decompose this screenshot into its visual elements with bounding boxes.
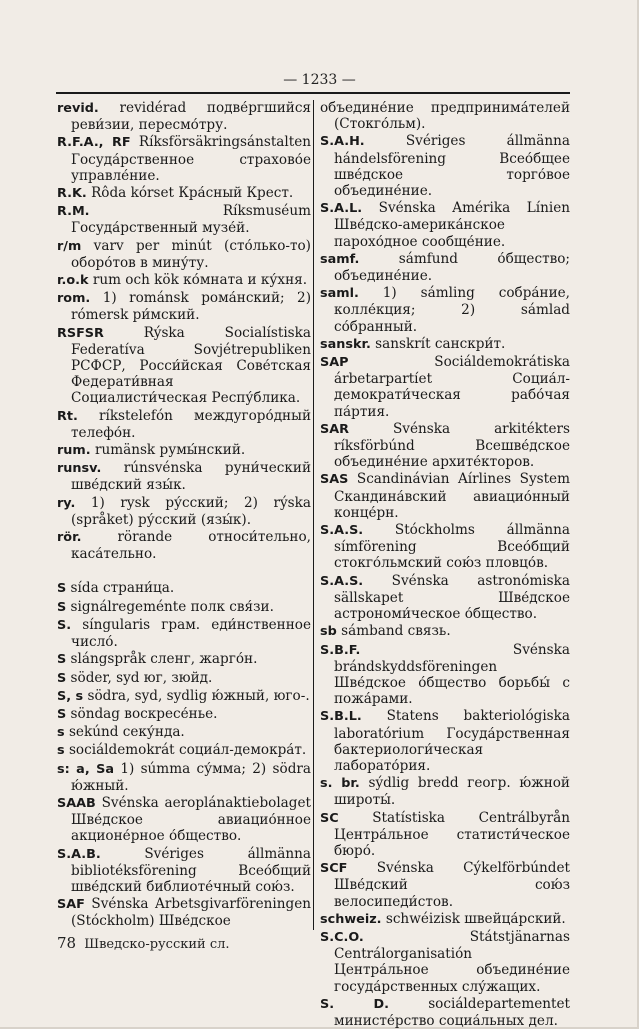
dictionary-entry	[57, 100, 311, 133]
entry-definition: Svénska Amérika Línien Шве́дско-америка́нское парохо́дное сообще́ние.	[334, 200, 571, 250]
entry-definition: ríkstelefón междугоро́дный телефо́н.	[71, 407, 312, 441]
entry-headword: S	[57, 581, 67, 597]
entry-definition: Svénska brándskyddsföreningen Шве́дское о́бщество борьбы́ с пожа́рами.	[334, 641, 570, 708]
entry-gap	[57, 563, 311, 580]
entry-definition: Svénska aeroplánaktiebolaget Шве́дское авиацио́нное акционе́рное о́бщество.	[71, 794, 311, 845]
entry-headword: s. br.	[320, 776, 360, 792]
entry-definition: revidérad подве́ргшийся реви́зии, пересмо́тру.	[71, 100, 312, 134]
dictionary-entry	[320, 929, 570, 995]
dictionary-entry	[57, 896, 311, 929]
dictionary-entry	[57, 617, 311, 650]
entry-definition: sída страни́ца.	[70, 580, 175, 597]
dictionary-entry	[320, 354, 570, 420]
entry-definition: Svénska arkitékters ríksförbúnd Всешве́дское объедине́ние архите́кторов.	[334, 420, 570, 471]
dictionary-entry	[57, 185, 311, 202]
dictionary-entry	[57, 724, 311, 741]
dictionary-entry	[57, 495, 311, 528]
dictionary-entry	[57, 846, 311, 896]
entry-definition: sanskrít санскри́т.	[375, 335, 506, 352]
dictionary-entry	[57, 529, 311, 562]
dictionary-entry	[57, 408, 311, 441]
entry-definition: Statístiska Centrálbyrån Центра́льное статисти́ческое бюро́.	[334, 809, 570, 859]
dictionary-entry	[57, 795, 311, 845]
entry-headword: saml.	[320, 286, 359, 302]
entry-definition: sociáldemokrát социа́л-демокра́т.	[68, 742, 307, 759]
entry-headword: S. D.	[320, 996, 389, 1012]
entry-headword: R.K.	[57, 186, 87, 202]
dictionary-entry	[320, 100, 570, 132]
entry-headword: revid.	[57, 101, 99, 116]
entry-headword: S.A.S.	[320, 523, 364, 539]
entry-definition: Statens bakteriológiska laboratórium Госуда́рственная бактериологи́ческая лаборато́рия.	[334, 708, 570, 774]
entry-definition: sámfund о́бщество; объедине́ние.	[334, 250, 571, 285]
entry-headword: SAAB	[57, 795, 96, 811]
entry-definition: Rýska Socialístiska Federatíva Sovjétrepubliken РСФСР, Росси́йская Сове́тская Федерати́вная Социалисти́ческая Респу́блика.	[71, 324, 311, 407]
dictionary-entry	[57, 761, 311, 794]
entry-headword: runsv.	[57, 461, 102, 477]
entry-definition: Ríksmuséum Госуда́рственный музе́й.	[71, 203, 311, 237]
entry-definition: rumänsk румы́нский.	[94, 442, 246, 459]
dictionary-entry	[320, 573, 570, 623]
entry-headword: SCF	[320, 861, 348, 877]
entry-headword: S.B.L.	[320, 709, 362, 725]
dictionary-entry	[57, 706, 311, 723]
dictionary-entry	[320, 421, 570, 471]
entry-definition: sociáldepartementet министе́рство социа́льных дел.	[334, 995, 570, 1029]
dictionary-entry	[57, 670, 311, 687]
dictionary-entry	[320, 775, 570, 808]
entry-headword: samf.	[320, 251, 360, 267]
entry-definition: Státstjänarnas Centrálorganisatión Центра́льное объедине́ние госуда́рственных слу́жащих.	[334, 928, 570, 995]
dictionary-entry	[320, 522, 570, 572]
column-divider	[313, 100, 314, 930]
dictionary-entry	[57, 651, 311, 668]
entry-definition: rörande относи́тельно, каса́тельно.	[71, 529, 311, 563]
entry-headword: ry.	[57, 495, 76, 511]
dictionary-entry	[57, 442, 311, 459]
dictionary-entry	[320, 471, 570, 521]
entry-headword: schweiz.	[320, 911, 382, 927]
entry-definition: söder, syd юг, зюйд.	[70, 669, 213, 686]
signature-number: 78	[57, 934, 77, 952]
entry-headword: S.B.F.	[320, 642, 361, 658]
entry-definition: Sociáldemokrátiska árbetarpartíet Социа́л-демократи́ческая рабо́чая па́ртия.	[334, 354, 570, 420]
dictionary-entry	[320, 251, 570, 284]
entry-headword: SAP	[320, 355, 349, 371]
dictionary-entry	[320, 336, 570, 353]
dictionary-entry	[320, 810, 570, 860]
entry-definition: Stóckholms állmänna símförening Всео́бщий стокго́льмский сою́з пловцо́в.	[334, 522, 570, 572]
entry-definition: schwéizisk швейца́рский.	[385, 910, 566, 927]
entry-definition: signálregeménte полк свя́зи.	[70, 598, 274, 615]
entry-definition: varv per minút (сто́лько-то) оборо́тов в мину́ту.	[71, 237, 311, 271]
entry-definition: Svériges állmänna hándelsförening Всео́бщее шве́дское торго́вое объедине́ние.	[334, 133, 570, 200]
entry-headword: S.C.O.	[320, 929, 364, 945]
entry-headword: R.M.	[57, 204, 90, 220]
entry-headword: sb	[320, 624, 337, 640]
entry-headword: RSFSR	[57, 325, 104, 341]
entry-definition: Svénska Cýkelförbúndet Шве́дский сою́з велосипеди́стов.	[334, 860, 570, 910]
entry-headword: S	[57, 706, 67, 722]
entry-headword: S	[57, 670, 67, 686]
entry-headword: R.F.A., RF	[57, 135, 131, 151]
entry-definition: Svénska astronómiska sällskapet Шве́дское астрономи́ческое о́бщество.	[334, 572, 570, 623]
dictionary-entry	[320, 996, 570, 1029]
entry-headword: Rt.	[57, 408, 78, 424]
dictionary-entry	[57, 203, 311, 236]
dictionary-entry	[57, 599, 311, 616]
dictionary-entry	[320, 133, 570, 199]
entry-definition: 1) románsk рома́нский; 2) rómersk ри́мский.	[71, 290, 312, 324]
entry-headword: s	[57, 743, 65, 759]
entry-headword: S.A.B.	[57, 846, 101, 862]
dictionary-entry	[57, 272, 311, 289]
entry-headword: S.A.L.	[320, 201, 363, 217]
entry-definition: rum och kök ко́мната и ку́хня.	[92, 272, 308, 289]
entry-definition: 1) súmma су́мма; 2) södra ю́жный.	[71, 760, 311, 794]
entry-headword: rör.	[57, 530, 82, 546]
entry-definition: Svériges állmänna bibliotéksförening Всео́бщий шве́дский библиоте́чный сою́з.	[71, 845, 311, 895]
left-column	[57, 100, 311, 931]
header-rule	[56, 92, 570, 94]
entry-definition: sýdlig bredd геогр. ю́жной широты́.	[334, 775, 570, 809]
dictionary-entry	[57, 460, 311, 493]
dictionary-entry	[320, 623, 570, 640]
dictionary-entry	[57, 134, 311, 184]
dictionary-entry	[57, 290, 311, 323]
entry-definition: объедине́ние предпринима́телей (Стокго́льм).	[320, 100, 570, 133]
entry-definition: sekúnd секу́нда.	[68, 724, 185, 741]
right-column	[320, 100, 570, 1030]
entry-definition: rúnsvénska руни́ческий шве́дский язы́к.	[71, 460, 312, 494]
entry-headword: S, s	[57, 688, 84, 704]
entry-headword: sanskr.	[320, 336, 371, 352]
dictionary-entry	[320, 860, 570, 910]
entry-definition: söndag воскресе́нье.	[70, 705, 218, 722]
entry-definition: Scandinávian Aírlines System Скандина́вский авиацио́нный конце́рн.	[334, 471, 570, 521]
entry-definition: Rôda kórset Кра́сный Крест.	[91, 185, 294, 202]
entry-definition: síngularis грам. еди́нственное число́.	[71, 616, 311, 651]
entry-headword: S.A.H.	[320, 134, 365, 150]
entry-definition: sámband связь.	[341, 623, 451, 640]
dictionary-entry	[320, 911, 570, 928]
dictionary-entry	[320, 708, 570, 774]
entry-headword: SAS	[320, 472, 349, 488]
entry-headword: rom.	[57, 291, 91, 307]
entry-headword: rum.	[57, 443, 91, 459]
entry-headword: SC	[320, 810, 339, 826]
dictionary-entry	[320, 642, 570, 708]
entry-definition: 1) sámling собра́ние, колле́кция; 2) sámlad со́бранный.	[334, 285, 570, 335]
entry-headword: SAR	[320, 421, 349, 437]
entry-definition: södra, syd, sydlig ю́жный, юго-.	[87, 687, 310, 704]
entry-definition: 1) rysk ру́сский; 2) rýska (språket) ру́сский (язы́к).	[71, 494, 311, 528]
dictionary-entry	[57, 742, 311, 759]
entry-headword: S.A.S.	[320, 573, 364, 589]
entry-headword: s: a, Sa	[57, 761, 114, 777]
entry-headword: S.	[57, 617, 72, 633]
dictionary-entry	[320, 200, 570, 250]
entry-definition: slángspråk сленг, жарго́н.	[70, 651, 258, 668]
entry-definition: Svénska Arbetsgivarföreningen (Stóckholm) Шве́дское	[71, 896, 311, 930]
entry-headword: r/m	[57, 238, 82, 254]
printer-signature	[57, 934, 230, 952]
entry-headword: r.o.k	[57, 273, 89, 289]
entry-headword: S	[57, 652, 67, 668]
page-number: — 1233 —	[283, 72, 356, 88]
dictionary-entry	[57, 325, 311, 407]
entry-definition: Ríksförsäkringsánstalten Госуда́рственное страхово́е управле́ние.	[71, 134, 312, 184]
dictionary-entry	[57, 688, 311, 705]
entry-headword: s	[57, 725, 65, 741]
dictionary-entry	[57, 580, 311, 597]
entry-headword: SAF	[57, 897, 85, 913]
signature-text: Шведско-русский сл.	[84, 937, 230, 952]
dictionary-entry	[320, 285, 570, 335]
dictionary-entry	[57, 238, 311, 271]
entry-headword: S	[57, 599, 67, 615]
